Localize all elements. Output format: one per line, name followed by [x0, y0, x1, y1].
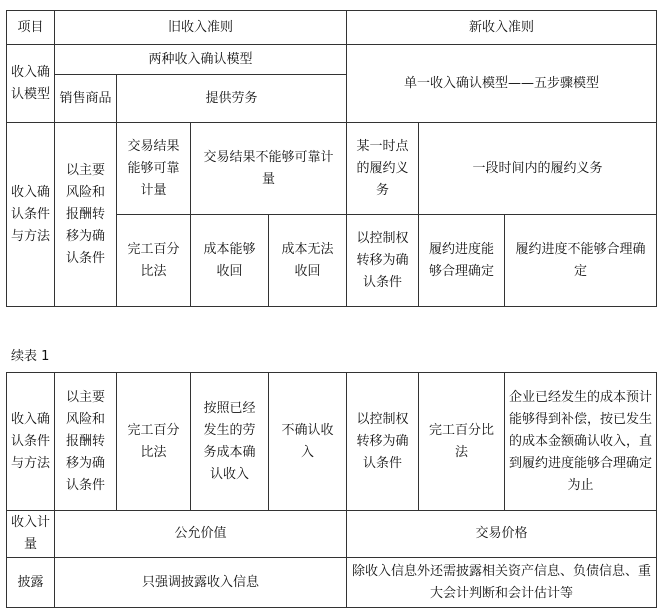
- control-transfer: 以控制权转移为确认条件: [347, 215, 419, 307]
- progress-not-measurable: 履约进度不能够合理确定: [505, 215, 657, 307]
- new-model: 单一收入确认模型——五步骤模型: [347, 45, 657, 123]
- new-measurement: 交易价格: [347, 511, 657, 558]
- row-label-measurement: 收入计量: [7, 511, 55, 558]
- row-label-conditions: 收入确认条件与方法: [7, 123, 55, 307]
- row-label-disclosure: 披露: [7, 558, 55, 608]
- header-item: 项目: [7, 11, 55, 45]
- sales-goods-condition: 以主要风险和报酬转移为确认条件: [55, 123, 117, 307]
- comparison-table: [6, 10, 657, 307]
- header-new-standard: 新收入准则: [347, 11, 657, 45]
- reliable-measure: 交易结果能够可靠计量: [117, 123, 191, 215]
- old-measurement: 公允价值: [55, 511, 347, 558]
- point-in-time-obligation: 某一时点的履约义务: [347, 123, 419, 215]
- row-label-model: 收入确认模型: [7, 45, 55, 123]
- progress-measurable: 履约进度能够合理确定: [419, 215, 505, 307]
- old-disclosure: 只强调披露收入信息: [55, 558, 347, 608]
- completion-percentage: 完工百分比法: [117, 215, 191, 307]
- row-label-conditions-cont: 收入确认条件与方法: [7, 373, 55, 511]
- no-revenue-recognition: 不确认收入: [269, 373, 347, 511]
- table-caption: 续表 1: [11, 349, 50, 364]
- services-header: 提供劳务: [117, 75, 347, 123]
- control-transfer-cont: 以控制权转移为确认条件: [347, 373, 419, 511]
- new-disclosure: 除收入信息外还需披露相关资产信息、负债信息、重大会计判断和会计估计等: [347, 558, 657, 608]
- not-reliable-measure: 交易结果不能够可靠计量: [191, 123, 347, 215]
- cost-based-recognition: 按照已经发生的劳务成本确认收入: [191, 373, 269, 511]
- sales-goods-condition-cont: 以主要风险和报酬转移为确认条件: [55, 373, 117, 511]
- sales-goods-header: 销售商品: [55, 75, 117, 123]
- cost-recoverable: 成本能够收回: [191, 215, 269, 307]
- completion-percentage-cont: 完工百分比法: [117, 373, 191, 511]
- over-time-obligation: 一段时间内的履约义务: [419, 123, 657, 215]
- header-old-standard: 旧收入准则: [55, 11, 347, 45]
- old-models: 两种收入确认模型: [55, 45, 347, 75]
- cost-incurred-recognition: 企业已经发生的成本预计能够得到补偿，按已发生的成本金额确认收入，直到履约进度能够合理确定为止: [505, 373, 657, 511]
- comparison-table-continued: [6, 372, 657, 608]
- cost-unrecoverable: 成本无法收回: [269, 215, 347, 307]
- completion-percentage-new: 完工百分比法: [419, 373, 505, 511]
